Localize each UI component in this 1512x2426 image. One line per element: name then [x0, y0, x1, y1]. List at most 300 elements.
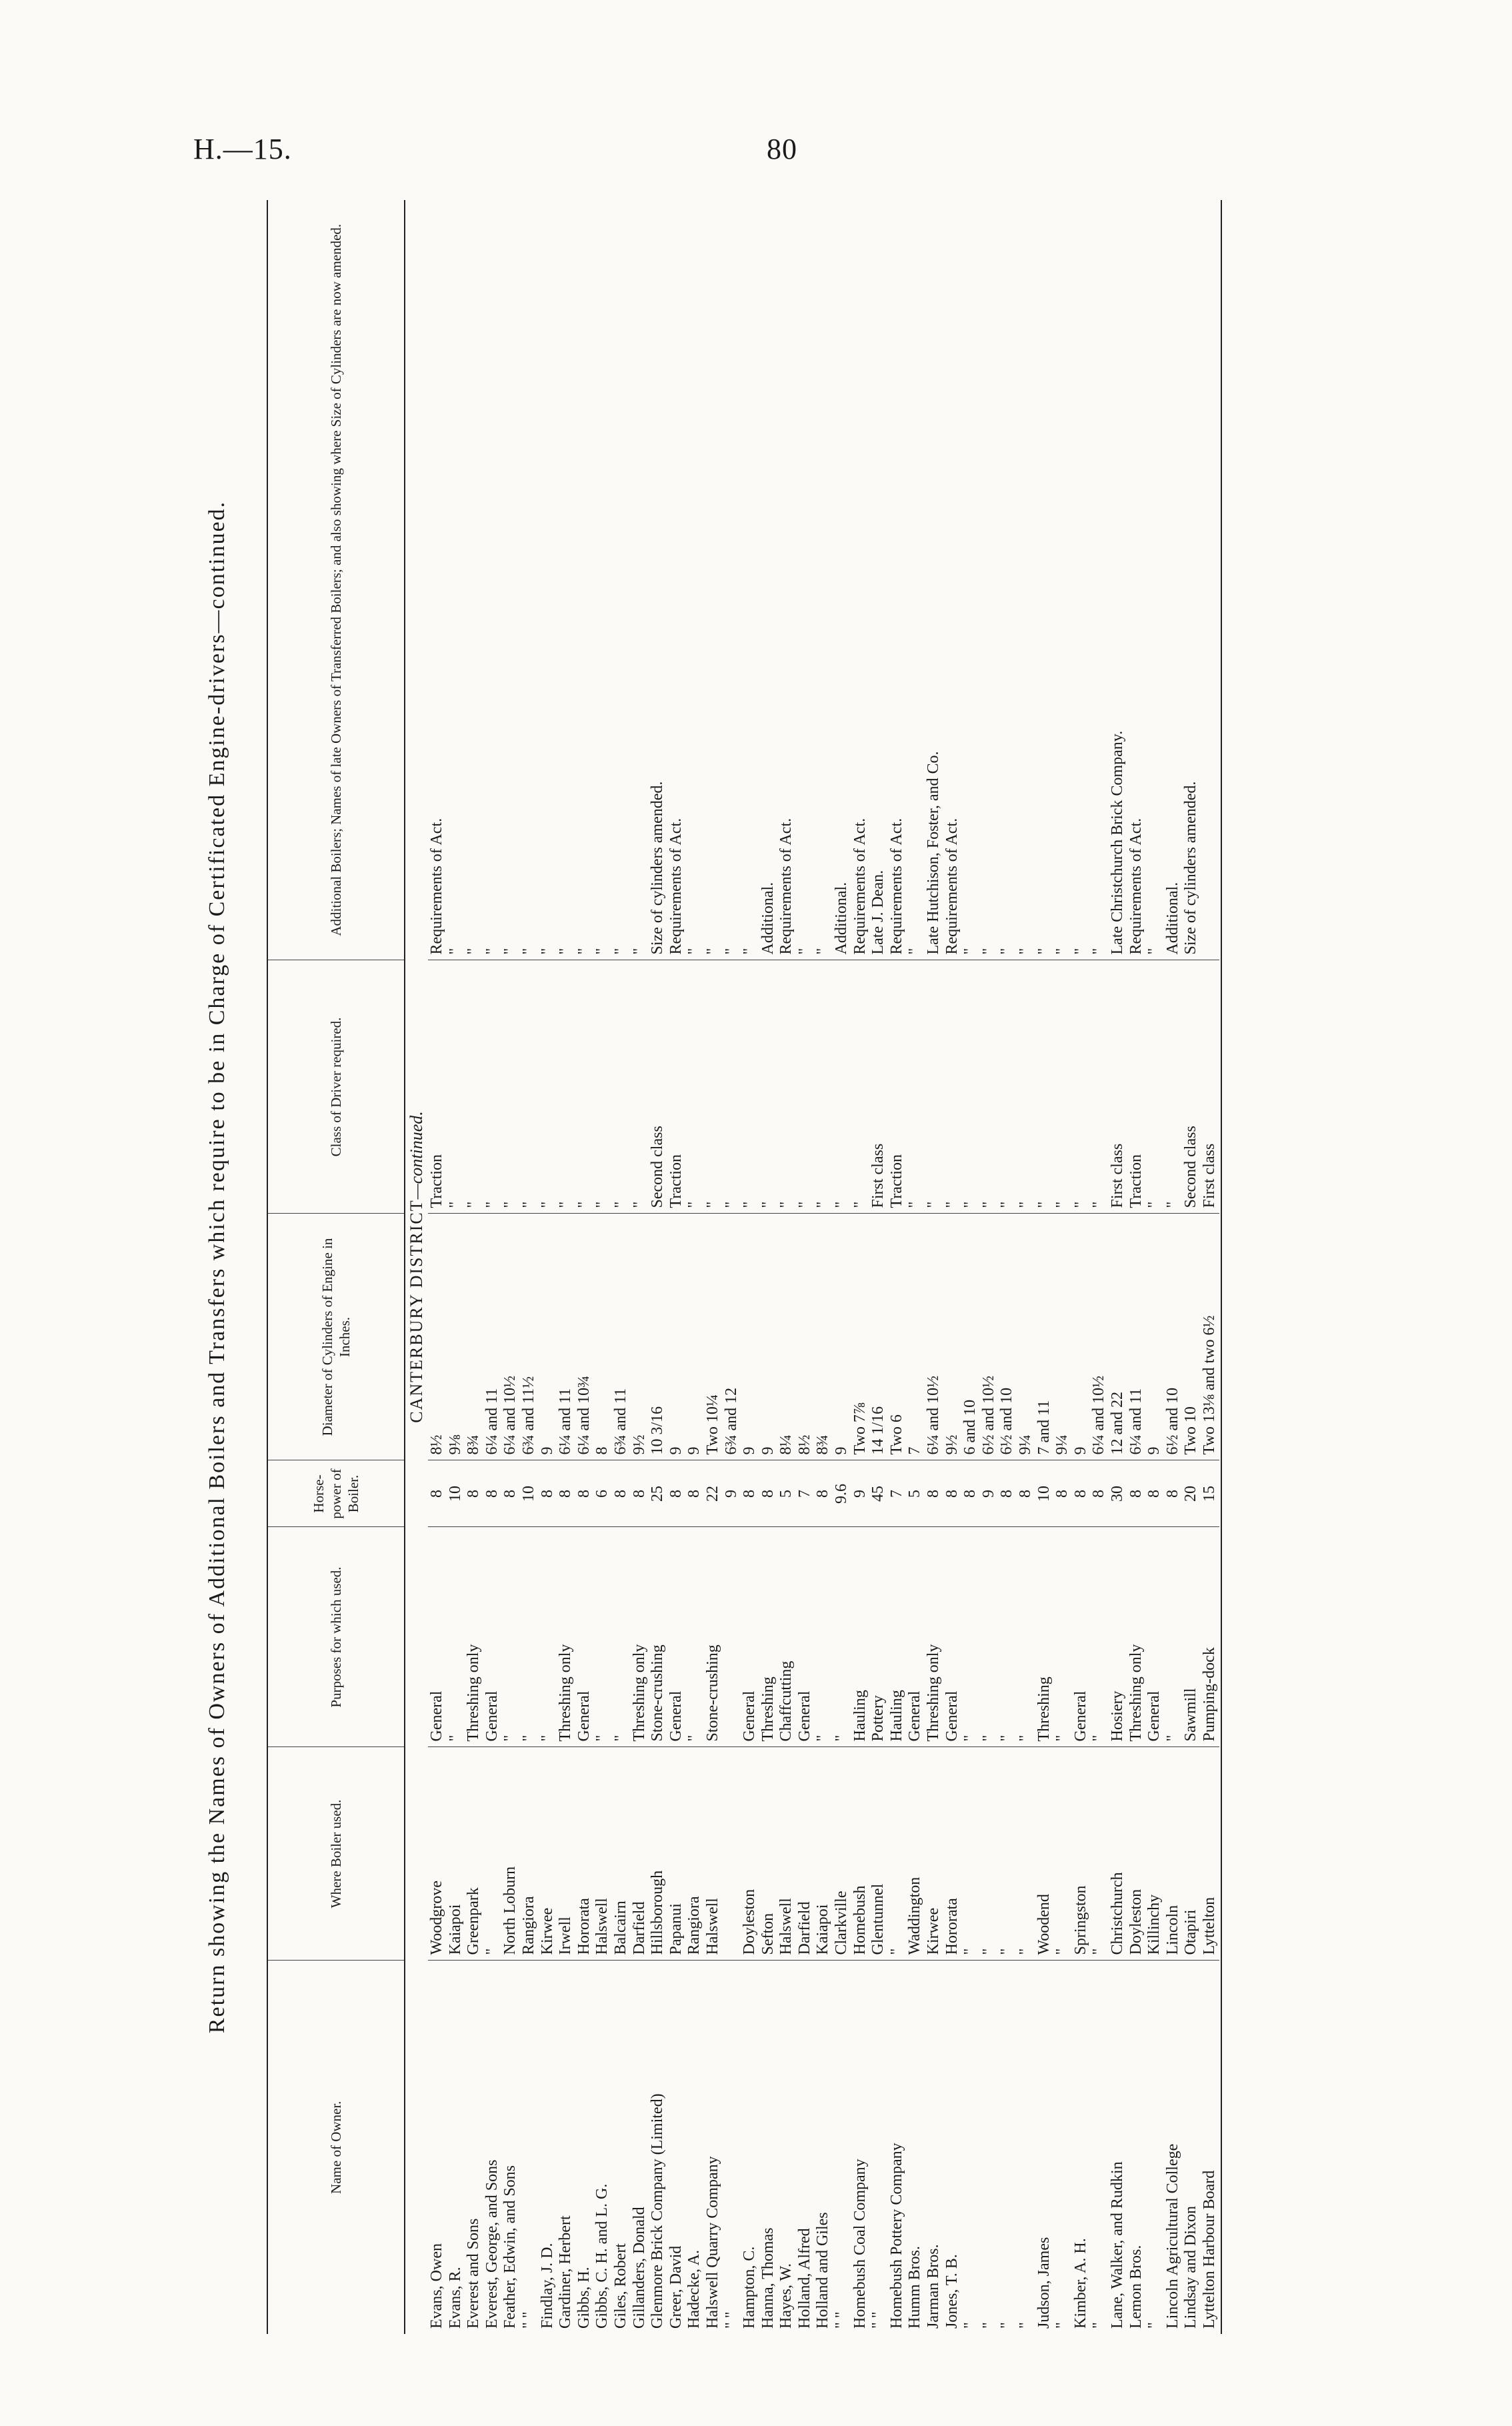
purpose-cell: General [796, 1527, 815, 1747]
remarks-cell: Requirements of Act. [851, 200, 870, 960]
owner-cell: Giles, Robert [611, 2243, 629, 2329]
driver-class-cell: " [1072, 960, 1091, 1214]
driver-class-cell: " [539, 960, 557, 1214]
remarks-cell: " [520, 200, 539, 960]
horse-power-cell: 8 [1145, 1460, 1164, 1527]
driver-class-cell: " [998, 960, 1017, 1214]
place-cell: " [998, 1747, 1017, 1961]
table-row [1164, 200, 1183, 2334]
diameter-cell: 7 [906, 1214, 925, 1460]
table-row [796, 200, 815, 2334]
owner-cell: Jarman Bros. [925, 2244, 943, 2329]
place-cell: Glentunnel [869, 1747, 888, 1961]
place-cell: Sefton [759, 1747, 778, 1961]
driver-class-cell: " [1035, 960, 1054, 1214]
owner-cell: Jones, T. B. [943, 2254, 961, 2329]
diameter-cell: Two 10 [1182, 1214, 1201, 1460]
diameter-cell: 14 1/16 [869, 1214, 888, 1460]
table-row [925, 200, 943, 2334]
horse-power-cell: 8 [557, 1460, 575, 1527]
driver-class-cell: " [631, 960, 649, 1214]
diameter-cell: 6½ and 10 [1164, 1214, 1183, 1460]
diameter-cell: 8½ [428, 1214, 447, 1460]
diameter-cell: 9½ [631, 1214, 649, 1460]
diameter-cell: 6¼ and 10¾ [575, 1214, 594, 1460]
purpose-cell: General [575, 1527, 594, 1747]
place-cell: Rangiora [685, 1747, 704, 1961]
horse-power-cell: 45 [869, 1460, 888, 1527]
diameter-cell: 6¾ and 11 [612, 1214, 631, 1460]
driver-class-cell: First class [1109, 960, 1127, 1214]
place-cell: Woodgrove [428, 1747, 447, 1961]
driver-class-cell: " [961, 960, 980, 1214]
table-row [501, 200, 520, 2334]
remarks-cell: " [1072, 200, 1091, 960]
place-cell: Killinchy [1145, 1747, 1164, 1961]
table-row [447, 200, 465, 2334]
table-row [1035, 200, 1054, 2334]
driver-class-cell: " [851, 960, 870, 1214]
diameter-cell: 7 and 11 [1035, 1214, 1054, 1460]
driver-class-cell: " [575, 960, 594, 1214]
horse-power-cell: 8 [1090, 1460, 1109, 1527]
horse-power-cell: 10 [447, 1460, 465, 1527]
horse-power-cell: 30 [1109, 1460, 1127, 1527]
driver-class-cell: Traction [888, 960, 907, 1214]
table-row [814, 200, 833, 2334]
diameter-cell: 6¼ and 11 [1127, 1214, 1146, 1460]
diameter-cell: 12 and 22 [1109, 1214, 1127, 1460]
purpose-cell: " [1164, 1527, 1183, 1747]
remarks-cell: " [961, 200, 980, 960]
owner-cell: " " [519, 2311, 537, 2329]
district-name: CANTERBURY DISTRICT [407, 1199, 426, 1423]
owner-cell: Gillanders, Donald [630, 2207, 648, 2329]
owner-cell: Gardiner, Herbert [557, 2215, 575, 2329]
remarks-cell: " [631, 200, 649, 960]
place-cell: Halswell [704, 1747, 723, 1961]
purpose-cell: " [833, 1527, 851, 1747]
horse-power-cell: 8 [501, 1460, 520, 1527]
place-cell: Papanui [667, 1747, 686, 1961]
place-cell: " [980, 1747, 999, 1961]
remarks-cell: " [465, 200, 483, 960]
district-heading [405, 200, 428, 2334]
place-cell: Kaiapoi [814, 1747, 833, 1961]
table-row [667, 200, 686, 2334]
remarks-cell: " [1090, 200, 1109, 960]
diameter-cell: 6¼ and 10½ [925, 1214, 943, 1460]
driver-class-cell: First class [1201, 960, 1219, 1214]
remarks-cell: " [741, 200, 759, 960]
owner-cell: " [998, 2322, 1016, 2329]
diameter-cell: Two 6 [888, 1214, 907, 1460]
remarks-cell: Requirements of Act. [667, 200, 686, 960]
driver-class-cell: " [925, 960, 943, 1214]
owner-cell: Judson, James [1035, 2237, 1053, 2329]
col-header-horse-power: Horse-power of Boiler. [267, 1460, 405, 1527]
place-cell: Kirwee [539, 1747, 557, 1961]
horse-power-cell: 5 [777, 1460, 796, 1527]
horse-power-cell: 8 [1053, 1460, 1072, 1527]
driver-class-cell: " [943, 960, 962, 1214]
diameter-cell: 6¼ and 10½ [1090, 1214, 1109, 1460]
horse-power-cell: 22 [704, 1460, 723, 1527]
driver-class-cell: " [685, 960, 704, 1214]
place-cell: Doyleston [741, 1747, 759, 1961]
table-row [1072, 200, 1091, 2334]
driver-class-cell: " [1053, 960, 1072, 1214]
horse-power-cell: 8 [998, 1460, 1017, 1527]
horse-power-cell: 8 [1072, 1460, 1091, 1527]
horse-power-cell: 10 [1035, 1460, 1054, 1527]
owner-cell: Lindsay and Dixon [1182, 2206, 1200, 2329]
purpose-cell: Hauling [888, 1527, 907, 1747]
owner-cell: Lemon Bros. [1127, 2245, 1145, 2329]
remarks-cell: Requirements of Act. [428, 200, 447, 960]
owner-cell: " " [722, 2311, 740, 2329]
owner-cell: Humm Bros. [906, 2245, 924, 2329]
diameter-cell: 8¼ [777, 1214, 796, 1460]
place-cell: Irwell [557, 1747, 575, 1961]
owner-cell: Evans, R. [446, 2267, 464, 2329]
purpose-cell: " [612, 1527, 631, 1747]
table-row [869, 200, 888, 2334]
horse-power-cell: 9 [851, 1460, 870, 1527]
remarks-cell: " [539, 200, 557, 960]
horse-power-cell: 8 [612, 1460, 631, 1527]
purpose-cell: General [667, 1527, 686, 1747]
owner-cell: Lyttelton Harbour Board [1200, 2170, 1218, 2329]
driver-class-cell: Traction [428, 960, 447, 1214]
table-row [539, 200, 557, 2334]
driver-class-cell: " [759, 960, 778, 1214]
purpose-cell: " [1090, 1527, 1109, 1747]
owner-cell: Holland and Giles [814, 2212, 832, 2329]
place-cell: Hororata [575, 1747, 594, 1961]
table-row [888, 200, 907, 2334]
driver-class-cell: " [447, 960, 465, 1214]
diameter-cell: 8½ [796, 1214, 815, 1460]
remarks-cell: Size of cylinders amended. [1182, 200, 1201, 960]
horse-power-cell: 15 [1201, 1460, 1219, 1527]
purpose-cell: Hauling [851, 1527, 870, 1747]
remarks-cell: Additional. [759, 200, 778, 960]
table-row [1182, 200, 1201, 2334]
table-row [777, 200, 796, 2334]
table-row [723, 200, 741, 2334]
purpose-cell: Threshing [1035, 1527, 1054, 1747]
place-cell: Greenpark [465, 1747, 483, 1961]
col-header-diameter: Diameter of Cylinders of Engine in Inches. [267, 1214, 405, 1460]
table-row [593, 200, 612, 2334]
purpose-cell: " [980, 1527, 999, 1747]
return-title: Return showing the Names of Owners of Additional Boilers and Transfers which require to be in Charge of Certificated Engine-drivers—continued. [205, 500, 229, 2034]
diameter-cell: 6 and 10 [961, 1214, 980, 1460]
owner-cell: Kimber, A. H. [1071, 2238, 1089, 2329]
remarks-cell: " [557, 200, 575, 960]
remarks-cell: " [575, 200, 594, 960]
purpose-cell: " [539, 1527, 557, 1747]
col-header-driver-class: Class of Driver required. [267, 960, 405, 1214]
purpose-cell: " [685, 1527, 704, 1747]
diameter-cell: 8¾ [465, 1214, 483, 1460]
horse-power-cell: 20 [1182, 1460, 1201, 1527]
table-row [980, 200, 999, 2334]
purpose-cell: Threshing only [1127, 1527, 1146, 1747]
table-row [759, 200, 778, 2334]
place-cell: " [1053, 1747, 1072, 1961]
driver-class-cell: " [1017, 960, 1035, 1214]
remarks-cell: Late J. Dean. [869, 200, 888, 960]
owner-cell: " [1145, 2322, 1163, 2329]
place-cell: Halswell [777, 1747, 796, 1961]
owner-cell: " [979, 2322, 997, 2329]
table-row [1145, 200, 1164, 2334]
purpose-cell: " [1017, 1527, 1035, 1747]
place-cell: Darfield [631, 1747, 649, 1961]
table-row [1201, 200, 1219, 2334]
place-cell: " [1090, 1747, 1109, 1961]
place-cell: Homebush [851, 1747, 870, 1961]
diameter-cell: 6¼ and 11 [557, 1214, 575, 1460]
owner-cell: Everest and Sons [465, 2218, 483, 2329]
col-header-place: Where Boiler used. [267, 1747, 405, 1961]
owner-cell: Findlay, J. D. [538, 2243, 556, 2329]
remarks-cell: " [593, 200, 612, 960]
place-cell: " [1017, 1747, 1035, 1961]
owner-cell: Gibbs, C. H. and L. G. [593, 2183, 611, 2329]
horse-power-cell: 8 [667, 1460, 686, 1527]
place-cell: Christchurch [1109, 1747, 1127, 1961]
place-cell: Springston [1072, 1747, 1091, 1961]
horse-power-cell: 8 [631, 1460, 649, 1527]
driver-class-cell: " [501, 960, 520, 1214]
owner-cell: " " [833, 2311, 851, 2329]
table-row [612, 200, 631, 2334]
page-number: 80 [767, 133, 797, 165]
purpose-cell: Sawmill [1182, 1527, 1201, 1747]
purpose-cell: " [593, 1527, 612, 1747]
purpose-cell: Chaffcutting [777, 1527, 796, 1747]
owner-cell: " " [869, 2311, 887, 2329]
remarks-cell: " [998, 200, 1017, 960]
diameter-cell: 9 [1145, 1214, 1164, 1460]
remarks-cell: Additional. [1164, 200, 1183, 960]
remarks-cell: " [906, 200, 925, 960]
driver-class-cell: " [777, 960, 796, 1214]
owner-cell: Hampton, C. [741, 2246, 759, 2329]
remarks-cell: Late Christchurch Brick Company. [1109, 200, 1127, 960]
horse-power-cell: 8 [925, 1460, 943, 1527]
remarks-cell: " [501, 200, 520, 960]
purpose-cell: Stone-crushing [649, 1527, 667, 1747]
diameter-cell: 6½ and 10 [998, 1214, 1017, 1460]
remarks-cell: " [612, 200, 631, 960]
table-row [906, 200, 925, 2334]
horse-power-cell: 25 [649, 1460, 667, 1527]
remarks-cell: " [483, 200, 502, 960]
table-row [557, 200, 575, 2334]
place-cell: " [483, 1747, 502, 1961]
purpose-cell: " [501, 1527, 520, 1747]
boilers-table [267, 200, 1219, 2334]
purpose-cell: Stone-crushing [704, 1527, 723, 1747]
place-cell: " [888, 1747, 907, 1961]
owner-cell: Everest, George, and Sons [483, 2159, 501, 2329]
purpose-cell: Threshing only [925, 1527, 943, 1747]
driver-class-cell: " [1090, 960, 1109, 1214]
table-row [1090, 200, 1109, 2334]
horse-power-cell: 8 [1127, 1460, 1146, 1527]
diameter-cell: Two 13⅛ and two 6½ [1201, 1214, 1219, 1460]
remarks-cell: " [814, 200, 833, 960]
driver-class-cell: " [833, 960, 851, 1214]
purpose-cell: " [1053, 1527, 1072, 1747]
place-cell: Darfield [796, 1747, 815, 1961]
owner-cell: Halswell Quarry Company [703, 2156, 721, 2329]
table-row [704, 200, 723, 2334]
horse-power-cell: 8 [814, 1460, 833, 1527]
diameter-cell: Two 7⅞ [851, 1214, 870, 1460]
horse-power-cell: 9 [980, 1460, 999, 1527]
driver-class-cell: " [980, 960, 999, 1214]
place-cell: Halswell [593, 1747, 612, 1961]
driver-class-cell: " [593, 960, 612, 1214]
remarks-cell: " [704, 200, 723, 960]
place-cell: Rangiora [520, 1747, 539, 1961]
driver-class-cell: First class [869, 960, 888, 1214]
page-reference: H.—15. [193, 133, 292, 165]
diameter-cell: 9 [1072, 1214, 1091, 1460]
owner-cell: Evans, Owen [428, 2243, 445, 2329]
place-cell: Lincoln [1164, 1747, 1183, 1961]
purpose-cell: General [483, 1527, 502, 1747]
remarks-cell: Additional. [833, 200, 851, 960]
place-cell: Kirwee [925, 1747, 943, 1961]
owner-cell: Lane, Walker, and Rudkin [1108, 2161, 1126, 2329]
district-continued: —continued. [407, 1111, 426, 1200]
remarks-cell: " [980, 200, 999, 960]
diameter-cell: 6¾ and 12 [723, 1214, 741, 1460]
remarks-cell: Requirements of Act. [888, 200, 907, 960]
purpose-cell: Threshing only [631, 1527, 649, 1747]
owner-cell: Hadecke, A. [685, 2250, 703, 2329]
diameter-cell: 6¼ and 10½ [501, 1214, 520, 1460]
remarks-cell: " [723, 200, 741, 960]
owner-cell: Holland, Alfred [795, 2228, 813, 2329]
driver-class-cell: Second class [649, 960, 667, 1214]
place-cell: " [961, 1747, 980, 1961]
table-row [483, 200, 502, 2334]
place-cell: Kaiapoi [447, 1747, 465, 1961]
horse-power-cell: 8 [465, 1460, 483, 1527]
rotated-return-table [193, 200, 1370, 2334]
driver-class-cell: Traction [667, 960, 686, 1214]
horse-power-cell: 8 [539, 1460, 557, 1527]
driver-class-cell: " [906, 960, 925, 1214]
diameter-cell: 9½ [943, 1214, 962, 1460]
owner-cell: " [1017, 2322, 1034, 2329]
owner-cell: Hanna, Thomas [759, 2227, 777, 2329]
diameter-cell: 9¼ [1053, 1214, 1072, 1460]
place-cell: Balcairn [612, 1747, 631, 1961]
remarks-cell: " [1035, 200, 1054, 960]
diameter-cell: 6¾ and 11½ [520, 1214, 539, 1460]
remarks-cell: " [447, 200, 465, 960]
owner-cell: Hayes, W. [777, 2263, 795, 2329]
diameter-cell: 9¼ [1017, 1214, 1035, 1460]
place-cell: North Loburn [501, 1747, 520, 1961]
horse-power-cell: 8 [759, 1460, 778, 1527]
diameter-cell: 9 [685, 1214, 704, 1460]
horse-power-cell: 7 [888, 1460, 907, 1527]
owner-cell: Feather, Edwin, and Sons [501, 2165, 519, 2329]
table-row [998, 200, 1017, 2334]
table-row [1053, 200, 1072, 2334]
purpose-cell: " [447, 1527, 465, 1747]
horse-power-cell: 9.6 [833, 1460, 851, 1527]
driver-class-cell: Traction [1127, 960, 1146, 1214]
driver-class-cell: " [796, 960, 815, 1214]
diameter-cell: 9⅛ [447, 1214, 465, 1460]
owner-cell: Homebush Pottery Company [887, 2143, 905, 2329]
col-header-remarks: Additional Boilers; Names of late Owners of Transferred Boilers; and also showing where Size of Cylinders are now amended. [267, 200, 405, 960]
horse-power-cell: 10 [520, 1460, 539, 1527]
col-header-owner: Name of Owner. [267, 1961, 405, 2334]
horse-power-cell: 8 [428, 1460, 447, 1527]
driver-class-cell: " [557, 960, 575, 1214]
driver-class-cell: " [612, 960, 631, 1214]
table-row [465, 200, 483, 2334]
table-row [649, 200, 667, 2334]
table-row [575, 200, 594, 2334]
diameter-cell: 9 [667, 1214, 686, 1460]
table-row [833, 200, 851, 2334]
place-cell: Clarkville [833, 1747, 851, 1961]
driver-class-cell: " [704, 960, 723, 1214]
owner-cell: Greer, David [667, 2245, 685, 2329]
purpose-cell: " [998, 1527, 1017, 1747]
remarks-cell [1201, 200, 1219, 960]
remarks-cell: " [1053, 200, 1072, 960]
purpose-cell: General [428, 1527, 447, 1747]
diameter-cell: 9 [741, 1214, 759, 1460]
driver-class-cell: " [741, 960, 759, 1214]
remarks-cell: Late Hutchison, Foster, and Co. [925, 200, 943, 960]
owner-cell: " [1053, 2322, 1071, 2329]
table-row [961, 200, 980, 2334]
horse-power-cell: 8 [943, 1460, 962, 1527]
driver-class-cell: " [520, 960, 539, 1214]
remarks-cell: " [796, 200, 815, 960]
purpose-cell [723, 1527, 741, 1747]
horse-power-cell: 8 [483, 1460, 502, 1527]
owner-cell: " [1090, 2322, 1108, 2329]
place-cell: Hillsborough [649, 1747, 667, 1961]
table-row [741, 200, 759, 2334]
remarks-cell: Requirements of Act. [777, 200, 796, 960]
horse-power-cell: 5 [906, 1460, 925, 1527]
owner-cell: Lincoln Agricultural College [1163, 2143, 1181, 2329]
remarks-cell: Requirements of Act. [943, 200, 962, 960]
diameter-cell: 9 [759, 1214, 778, 1460]
driver-class-cell: " [1145, 960, 1164, 1214]
purpose-cell: Threshing only [465, 1527, 483, 1747]
purpose-cell: " [814, 1527, 833, 1747]
purpose-cell: " [961, 1527, 980, 1747]
purpose-cell: " [520, 1527, 539, 1747]
